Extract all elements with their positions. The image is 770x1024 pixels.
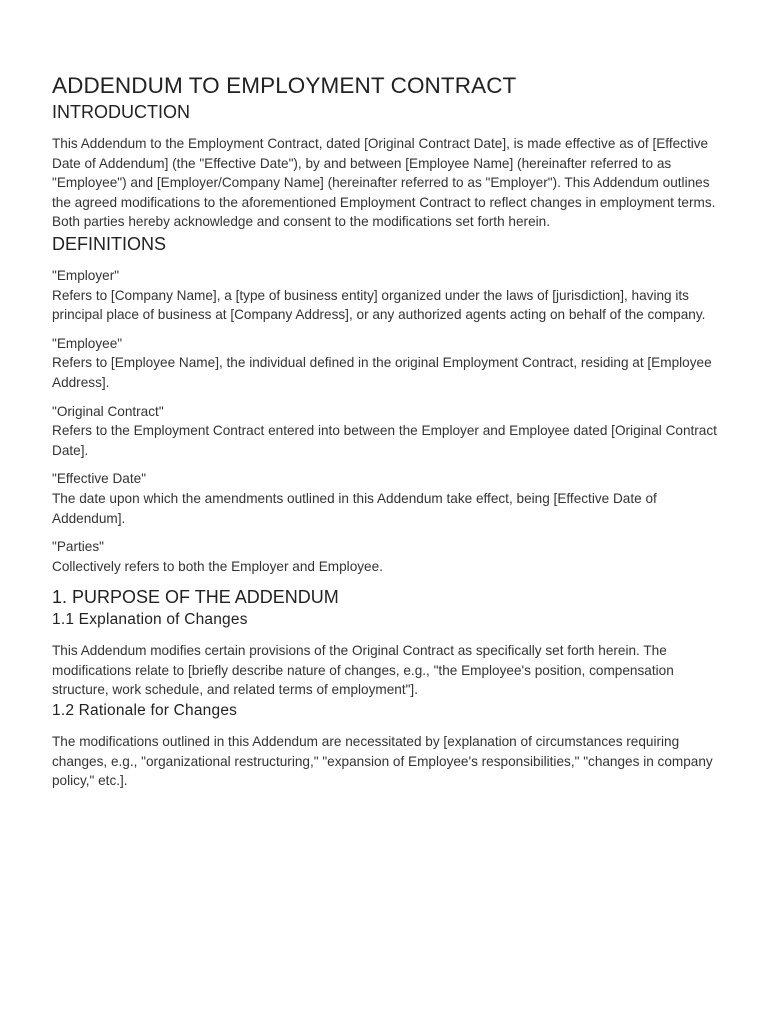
definition-term: "Effective Date": [52, 471, 147, 487]
definition-text: Refers to [Employee Name], the individual defined in the original Employment Contract, residing at [Employee Address].: [52, 355, 712, 390]
definition-term: "Employee": [52, 335, 123, 351]
document-title: ADDENDUM TO EMPLOYMENT CONTRACT: [52, 73, 517, 98]
definition-item: [52, 266, 730, 325]
subsection-heading-explanation: 1.1 Explanation of Changes: [52, 611, 248, 629]
definition-term: "Employer": [52, 267, 120, 283]
definitions-heading: DEFINITIONS: [52, 233, 167, 254]
definition-text: Refers to the Employment Contract entered into between the Employer and Employee dated [Original Contract Date].: [52, 423, 717, 458]
subsection-heading-rationale: 1.2 Rationale for Changes: [52, 702, 238, 720]
definition-text: The date upon which the amendments outlined in this Addendum take effect, being [Effective Date of Addendum].: [52, 490, 657, 526]
introduction-heading: INTRODUCTION: [52, 102, 190, 122]
purpose-heading: 1. PURPOSE OF THE ADDENDUM: [52, 587, 339, 608]
subsection-paragraph-rationale: The modifications outlined in this Addendum are necessitated by [explanation of circumstances requiring changes, e.g., "organizational restructuring," "expansion of Employee's responsibilities," "changes in company policy," etc.].: [52, 734, 713, 789]
introduction-paragraph: This Addendum to the Employment Contract, dated [Original Contract Date], is made effective as of [Effective Date of Addendum] (the "Effective Date"), by and between [Employee Name] (hereinafter referred to as "Employee") and [Employer/Company Name] (hereinafter referred to as "Employer"). This Addendum outlines the agreed modifications to the aforementioned Employment Contract to reflect changes in employment terms. Both parties hereby acknowledge and consent to the modifications set forth herein.: [52, 136, 716, 230]
definition-text: Refers to [Company Name], a [type of business entity] organized under the laws of [jurisdiction], having its principal place of business at [Company Address], or any authorized agents acting on behalf of the company.: [52, 287, 706, 323]
definition-term: "Original Contract": [52, 403, 164, 419]
definition-item: [52, 469, 730, 528]
definitions-list: [52, 266, 730, 576]
definition-item: [52, 402, 730, 461]
definition-term: "Parties": [52, 539, 104, 555]
definition-text: Collectively refers to both the Employer and Employee.: [52, 558, 383, 574]
subsection-paragraph-explanation: This Addendum modifies certain provisions of the Original Contract as specifically set forth herein. The modifications relate to [briefly describe nature of changes, e.g., "the Employee's position, compensation structure, work schedule, and related terms of employment"].: [52, 643, 674, 698]
definition-item: [52, 537, 730, 576]
definition-item: [52, 334, 730, 393]
